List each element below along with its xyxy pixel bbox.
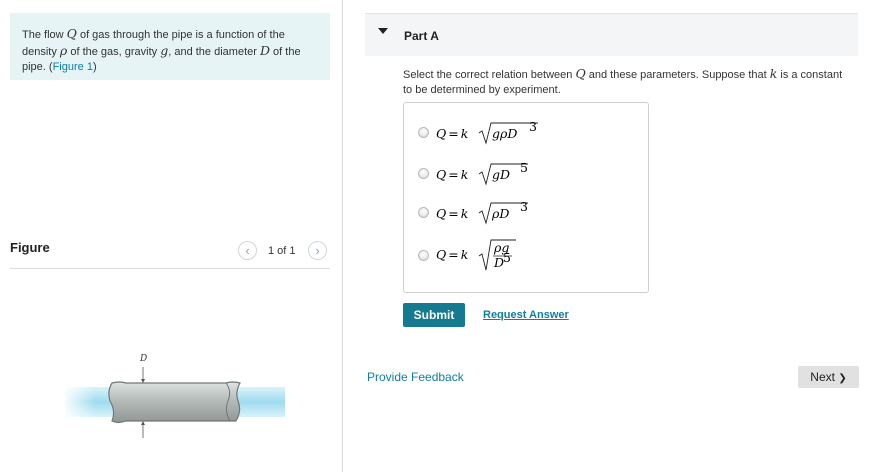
choice-3-radio[interactable] xyxy=(418,207,429,218)
svg-text:5: 5 xyxy=(503,250,511,265)
provide-feedback-link[interactable]: Provide Feedback xyxy=(367,370,464,384)
problem-statement: The flow Q of gas through the pipe is a function of the density ρ of the gas, gravity g, and the diameter D of the pipe. (Figure 1) xyxy=(22,26,301,73)
svg-text:Q=k: Q = k xyxy=(436,247,469,262)
choice-4-radio[interactable] xyxy=(418,250,429,261)
figure-heading: Figure xyxy=(10,240,50,255)
svg-text:5: 5 xyxy=(520,161,528,175)
diameter-label: D xyxy=(140,354,148,364)
request-answer-link[interactable]: Request Answer xyxy=(483,309,569,321)
svg-text:3: 3 xyxy=(529,120,537,134)
question-text: Select the correct relation between Q and these parameters. Suppose that k is a constant to be determined by experiment. xyxy=(403,66,843,96)
part-title: Part A xyxy=(404,29,439,43)
svg-text:gD: gD xyxy=(492,167,511,182)
figure-next-button[interactable]: › xyxy=(308,241,327,260)
next-label: Next xyxy=(810,370,835,384)
next-button[interactable] xyxy=(798,366,859,388)
var-rho: ρ xyxy=(59,43,68,58)
figure-prev-button[interactable]: ‹ xyxy=(238,241,257,260)
svg-text:gρD: gρD xyxy=(492,126,518,141)
pipe-body xyxy=(109,382,240,423)
column-divider xyxy=(342,0,343,472)
var-q: Q xyxy=(66,26,77,41)
choice-3-equation[interactable] xyxy=(436,200,546,228)
svg-text:ρg: ρg xyxy=(494,240,510,255)
svg-text:Q=k: Q = k xyxy=(436,206,469,221)
choice-1-radio[interactable] xyxy=(418,127,429,138)
submit-button[interactable]: Submit xyxy=(403,303,465,327)
pipe-figure xyxy=(60,345,290,445)
choice-1-equation[interactable] xyxy=(436,120,546,148)
var-d: D xyxy=(259,43,270,58)
svg-text:3: 3 xyxy=(520,200,528,214)
svg-text:ρD: ρD xyxy=(492,206,510,221)
choice-2-equation[interactable] xyxy=(436,161,546,189)
svg-text:Q=k: Q = k xyxy=(436,126,469,141)
var-g: g xyxy=(160,43,169,58)
svg-text:Q=k: Q = k xyxy=(436,167,469,182)
chevron-right-icon: ❯ xyxy=(838,373,847,384)
choice-2-radio[interactable] xyxy=(418,168,429,179)
figure-pager: 1 of 1 xyxy=(268,245,296,257)
svg-text:D: D xyxy=(494,255,505,270)
collapse-caret-icon[interactable] xyxy=(378,28,388,34)
figure-link[interactable]: Figure 1 xyxy=(52,61,93,73)
figure-divider xyxy=(10,268,330,269)
choice-4-equation[interactable] xyxy=(436,237,546,275)
